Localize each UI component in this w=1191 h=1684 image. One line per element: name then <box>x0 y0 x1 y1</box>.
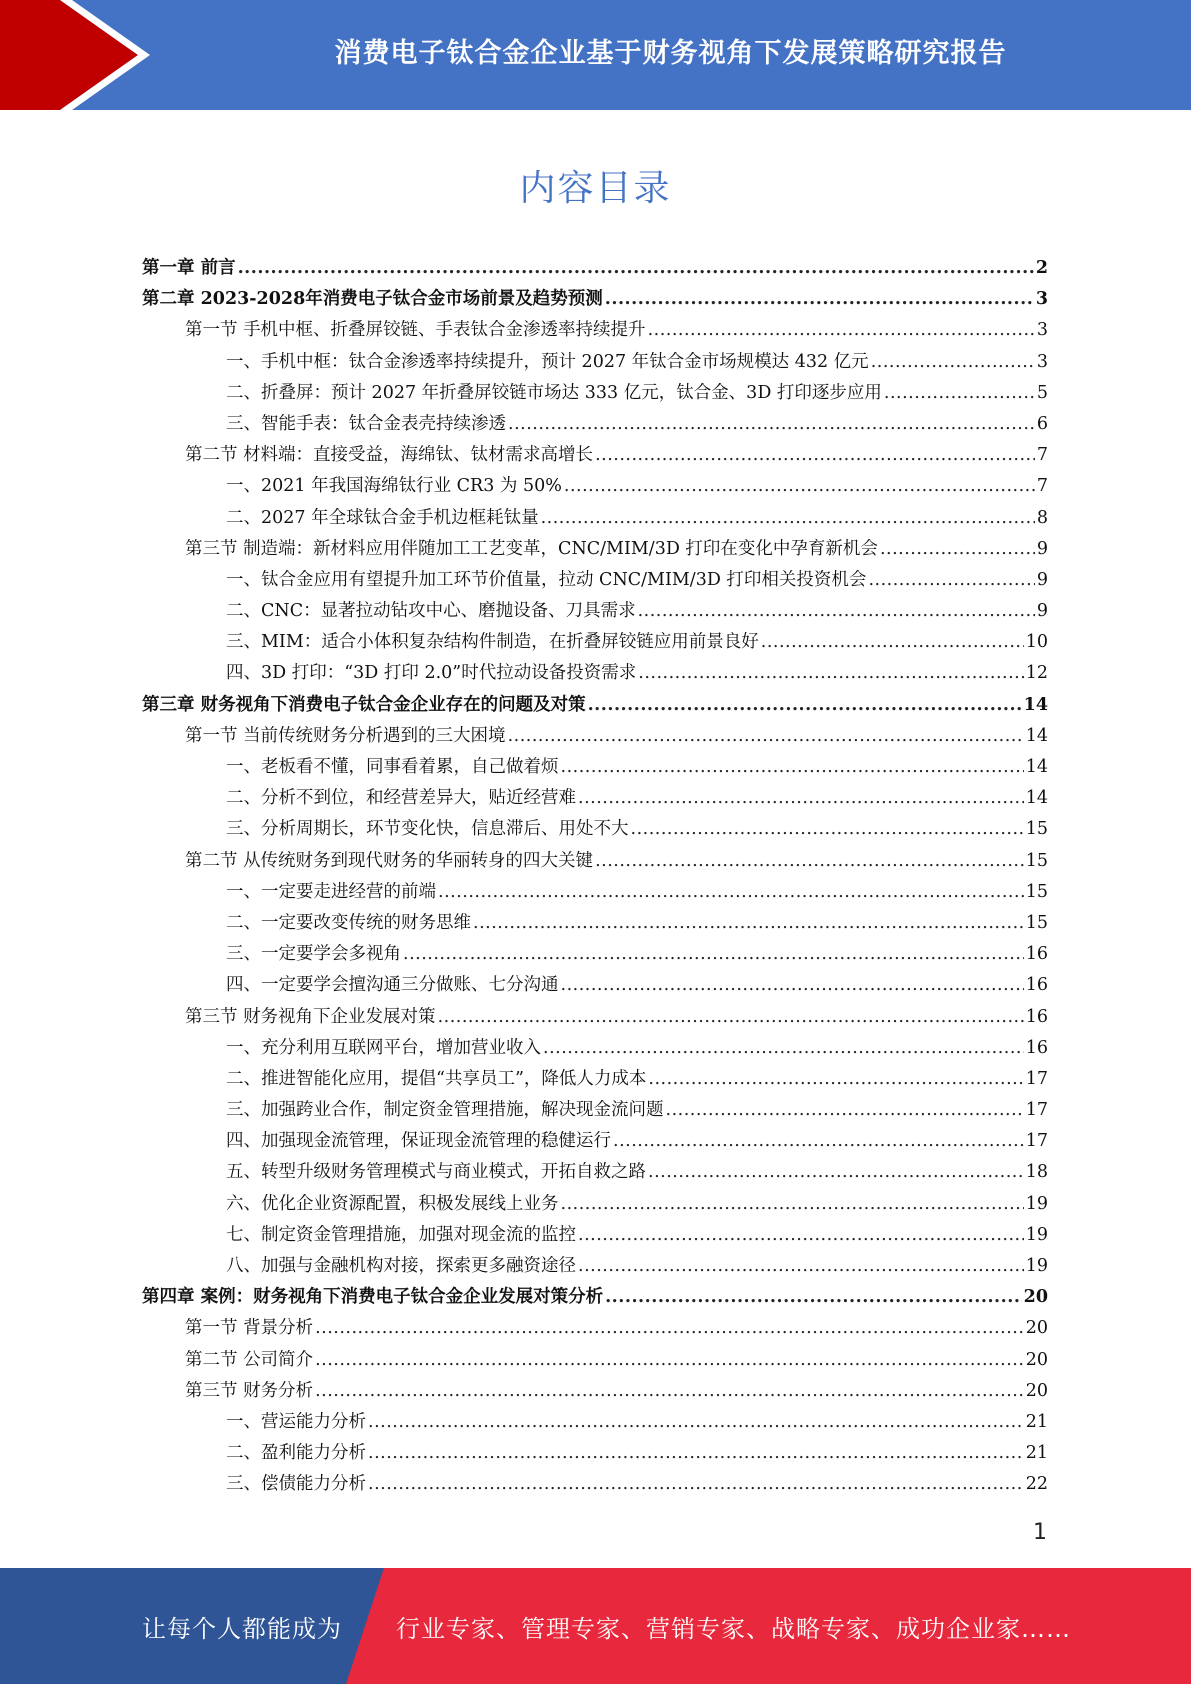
toc-dot-leader <box>368 1469 1024 1500</box>
toc-entry[interactable] <box>142 939 1048 970</box>
toc-entry-page: 9 <box>1036 538 1048 559</box>
toc-entry-title: 六、优化企业资源配置，积极发展线上业务 <box>226 1193 559 1214</box>
toc-dot-leader <box>631 814 1024 845</box>
toc-dot-leader <box>438 1002 1024 1033</box>
toc-dot-leader <box>595 846 1024 877</box>
toc-entry-title: 四、3D 打印：“3D 打印 2.0”时代拉动设备投资需求 <box>226 663 637 684</box>
toc-entry-title: 七、制定资金管理措施，加强对现金流的监控 <box>226 1224 576 1245</box>
toc-entry[interactable] <box>142 846 1048 877</box>
toc-entry[interactable] <box>142 658 1048 689</box>
toc-dot-leader <box>368 1407 1024 1438</box>
toc-entry[interactable] <box>142 315 1048 346</box>
toc-entry-title: 第三章 财务视角下消费电子钛合金企业存在的问题及对策 <box>142 694 586 715</box>
toc-entry[interactable] <box>142 409 1048 440</box>
toc-entry[interactable] <box>142 596 1048 627</box>
toc-entry-title: 三、偿债能力分析 <box>226 1474 366 1495</box>
toc-entry-page: 14 <box>1025 788 1048 809</box>
toc-entry-page: 17 <box>1025 1068 1048 1089</box>
toc-dot-leader <box>315 1313 1024 1344</box>
toc-entry-title: 一、2021 年我国海绵钛行业 CR3 为 50% <box>226 476 562 497</box>
toc-entry-title: 第一节 手机中框、折叠屏铰链、手表钛合金渗透率持续提升 <box>185 320 646 341</box>
toc-entry[interactable] <box>142 1095 1048 1126</box>
toc-entry-title: 八、加强与金融机构对接，探索更多融资途径 <box>226 1256 576 1276</box>
toc-entry[interactable] <box>142 1189 1048 1220</box>
toc-entry-title: 第一节 当前传统财务分析遇到的三大困境 <box>185 725 506 746</box>
toc-dot-leader <box>868 565 1034 596</box>
report-title: 消费电子钛合金企业基于财务视角下发展策略研究报告 <box>334 37 1007 69</box>
toc-entry[interactable] <box>142 1345 1048 1376</box>
toc-entry-title: 第二节 公司简介 <box>185 1349 314 1370</box>
toc-entry-title: 第二节 从传统财务到现代财务的华丽转身的四大关键 <box>185 850 594 871</box>
toc-dot-leader <box>638 596 1035 627</box>
toc-entry[interactable] <box>142 1126 1048 1157</box>
toc-entry-page: 6 <box>1036 413 1048 434</box>
toc-dot-leader <box>438 877 1024 908</box>
toc-dot-leader <box>880 534 1035 565</box>
toc-entry[interactable] <box>142 471 1048 502</box>
toc-entry-page: 14 <box>1025 757 1048 777</box>
toc-entry[interactable] <box>142 783 1048 814</box>
toc-entry[interactable] <box>142 378 1048 409</box>
toc-dot-leader <box>508 721 1024 752</box>
toc-dot-leader <box>561 752 1024 783</box>
page-number: 1 <box>1033 1520 1047 1545</box>
toc-dot-leader <box>508 409 1035 440</box>
toc-entry-page: 16 <box>1025 1006 1048 1027</box>
toc-dot-leader <box>666 1095 1024 1126</box>
toc-dot-leader <box>613 1126 1024 1157</box>
toc-entry-title: 第一章 前言 <box>142 258 236 278</box>
toc-entry[interactable] <box>142 1064 1048 1095</box>
toc-dot-leader <box>605 284 1034 315</box>
toc-entry[interactable] <box>142 690 1048 721</box>
toc-entry-page: 9 <box>1036 601 1048 622</box>
toc-entry[interactable] <box>142 1407 1048 1438</box>
toc-entry[interactable] <box>142 1033 1048 1064</box>
toc-entry-title: 一、一定要走进经营的前端 <box>226 881 436 902</box>
toc-entry[interactable] <box>142 814 1048 845</box>
toc-entry-page: 15 <box>1025 850 1048 871</box>
toc-entry-title: 第三节 财务视角下企业发展对策 <box>185 1006 436 1027</box>
toc-list <box>142 253 1048 1501</box>
toc-entry-title: 二、一定要改变传统的财务思维 <box>226 912 471 933</box>
toc-entry-title: 第三节 制造端：新材料应用伴随加工工艺变革，CNC/MIM/3D 打印在变化中孕育新机会 <box>185 538 878 559</box>
toc-entry-page: 14 <box>1023 694 1048 715</box>
toc-entry[interactable] <box>142 1282 1048 1313</box>
toc-entry-title: 第二节 材料端：直接受益，海绵钛、钛材需求高增长 <box>185 445 594 466</box>
toc-dot-leader <box>561 1189 1024 1220</box>
toc-entry-page: 12 <box>1025 663 1048 684</box>
toc-dot-leader <box>588 690 1022 721</box>
toc-entry-page: 10 <box>1025 632 1048 653</box>
toc-dot-leader <box>564 471 1035 502</box>
toc-entry[interactable] <box>142 1220 1048 1251</box>
toc-entry-page: 15 <box>1025 819 1048 840</box>
toc-entry-page: 2 <box>1035 258 1048 278</box>
toc-entry-title: 一、营运能力分析 <box>226 1411 366 1432</box>
toc-entry-page: 15 <box>1025 881 1048 902</box>
toc-entry-title: 第二章 2023-2028年消费电子钛合金市场前景及趋势预测 <box>142 289 603 310</box>
toc-entry-page: 3 <box>1036 351 1048 372</box>
toc-entry-page: 20 <box>1023 1287 1048 1308</box>
toc-entry[interactable] <box>142 1251 1048 1282</box>
toc-entry-page: 17 <box>1025 1131 1048 1152</box>
toc-entry-page: 16 <box>1025 975 1048 996</box>
toc-entry[interactable] <box>142 253 1048 284</box>
footer-slogan-right: 行业专家、管理专家、营销专家、战略专家、成功企业家…… <box>396 1614 1071 1643</box>
toc-dot-leader <box>403 939 1024 970</box>
toc-entry-page: 20 <box>1025 1380 1048 1401</box>
header-arrow-decoration <box>0 0 160 110</box>
toc-entry[interactable] <box>142 1157 1048 1188</box>
toc-entry-title: 第一节 背景分析 <box>185 1318 314 1339</box>
toc-dot-leader <box>315 1345 1024 1376</box>
toc-entry-title: 二、分析不到位，和经营差异大，贴近经营难 <box>226 788 576 809</box>
toc-entry-title: 五、转型升级财务管理模式与商业模式，开拓自救之路 <box>226 1162 646 1183</box>
toc-entry-title: 二、盈利能力分析 <box>226 1443 366 1464</box>
toc-entry-page: 19 <box>1025 1224 1048 1245</box>
toc-entry[interactable] <box>142 440 1048 471</box>
toc-heading: 内容目录 <box>519 168 672 209</box>
toc-entry-page: 22 <box>1025 1474 1048 1495</box>
toc-entry-page: 20 <box>1025 1349 1048 1370</box>
toc-entry[interactable] <box>142 877 1048 908</box>
toc-entry[interactable] <box>142 565 1048 596</box>
toc-entry-page: 16 <box>1025 1037 1048 1058</box>
toc-entry[interactable] <box>142 347 1048 378</box>
toc-entry-title: 四、一定要学会擅沟通三分做账、七分沟通 <box>226 975 559 996</box>
toc-entry[interactable] <box>142 752 1048 783</box>
toc-dot-leader <box>541 503 1035 534</box>
toc-entry-title: 二、CNC：显著拉动钻攻中心、磨抛设备、刀具需求 <box>226 601 636 622</box>
toc-entry-page: 14 <box>1025 725 1048 746</box>
toc-dot-leader <box>648 1157 1024 1188</box>
toc-dot-leader <box>595 440 1035 471</box>
toc-entry-page: 7 <box>1036 476 1048 497</box>
toc-entry-page: 21 <box>1025 1411 1048 1432</box>
toc-entry[interactable] <box>142 534 1048 565</box>
toc-entry-page: 19 <box>1025 1193 1048 1214</box>
toc-dot-leader <box>543 1033 1024 1064</box>
toc-entry-title: 三、一定要学会多视角 <box>226 944 401 965</box>
toc-dot-leader <box>561 970 1024 1001</box>
toc-entry-title: 三、MIM：适合小体积复杂结构件制造，在折叠屏铰链应用前景良好 <box>226 632 759 653</box>
toc-entry[interactable] <box>142 1376 1048 1407</box>
toc-entry-title: 三、智能手表：钛合金表壳持续渗透 <box>226 413 506 434</box>
toc-entry[interactable] <box>142 908 1048 939</box>
toc-dot-leader <box>871 347 1035 378</box>
toc-dot-leader <box>578 783 1024 814</box>
toc-entry[interactable] <box>142 284 1048 315</box>
toc-entry-title: 二、折叠屏：预计 2027 年折叠屏铰链市场达 333 亿元，钛合金、3D 打印逐步应用 <box>226 382 882 403</box>
toc-dot-leader <box>648 1064 1023 1095</box>
toc-entry-page: 9 <box>1036 569 1048 590</box>
toc-entry-page: 16 <box>1025 944 1048 965</box>
toc-entry-title: 第四章 案例：财务视角下消费电子钛合金企业发展对策分析 <box>142 1287 604 1308</box>
footer-slogan-left: 让每个人都能成为 <box>142 1614 342 1643</box>
toc-entry-title: 一、手机中框：钛合金渗透率持续提升，预计 2027 年钛合金市场规模达 432 亿元 <box>226 351 869 372</box>
toc-entry-title: 二、推进智能化应用，提倡“共享员工”，降低人力成本 <box>226 1068 647 1089</box>
toc-entry-page: 5 <box>1036 382 1048 403</box>
toc-dot-leader <box>238 253 1034 284</box>
toc-entry[interactable] <box>142 1438 1048 1469</box>
toc-dot-leader <box>648 315 1035 346</box>
toc-dot-leader <box>578 1251 1024 1282</box>
toc-entry[interactable] <box>142 627 1048 658</box>
toc-entry[interactable] <box>142 1469 1048 1500</box>
toc-entry-title: 第三节 财务分析 <box>185 1380 314 1401</box>
toc-entry-title: 三、分析周期长，环节变化快，信息滞后、用处不大 <box>226 819 629 840</box>
toc-entry[interactable] <box>142 1002 1048 1033</box>
toc-entry-page: 17 <box>1025 1100 1048 1121</box>
toc-dot-leader <box>578 1220 1024 1251</box>
toc-entry-page: 18 <box>1025 1162 1048 1183</box>
toc-entry[interactable] <box>142 721 1048 752</box>
toc-dot-leader <box>315 1376 1024 1407</box>
toc-dot-leader <box>368 1438 1024 1469</box>
toc-dot-leader <box>638 658 1023 689</box>
toc-entry-title: 一、老板看不懂，同事看着累，自己做着烦 <box>226 757 559 777</box>
toc-entry-title: 四、加强现金流管理，保证现金流管理的稳健运行 <box>226 1131 611 1152</box>
toc-dot-leader <box>884 378 1035 409</box>
toc-entry-page: 3 <box>1035 289 1048 310</box>
toc-dot-leader <box>605 1282 1022 1313</box>
toc-entry-page: 7 <box>1036 445 1048 466</box>
toc-entry[interactable] <box>142 970 1048 1001</box>
header-band <box>0 0 1191 110</box>
footer-band <box>0 1568 1191 1684</box>
toc-entry-page: 15 <box>1025 912 1048 933</box>
toc-entry-title: 一、充分利用互联网平台，增加营业收入 <box>226 1037 541 1058</box>
toc-entry[interactable] <box>142 503 1048 534</box>
toc-entry-page: 20 <box>1025 1318 1048 1339</box>
toc-dot-leader <box>473 908 1024 939</box>
toc-entry-title: 三、加强跨业合作，制定资金管理措施，解决现金流问题 <box>226 1100 664 1121</box>
toc-entry[interactable] <box>142 1313 1048 1344</box>
toc-entry-title: 一、钛合金应用有望提升加工环节价值量，拉动 CNC/MIM/3D 打印相关投资机会 <box>226 569 867 590</box>
toc-entry-page: 19 <box>1025 1256 1048 1276</box>
toc-entry-page: 8 <box>1036 507 1048 528</box>
toc-dot-leader <box>761 627 1024 658</box>
toc-entry-title: 二、2027 年全球钛合金手机边框耗钛量 <box>226 507 539 528</box>
toc-entry-page: 3 <box>1036 320 1048 341</box>
toc-entry-page: 21 <box>1025 1443 1048 1464</box>
